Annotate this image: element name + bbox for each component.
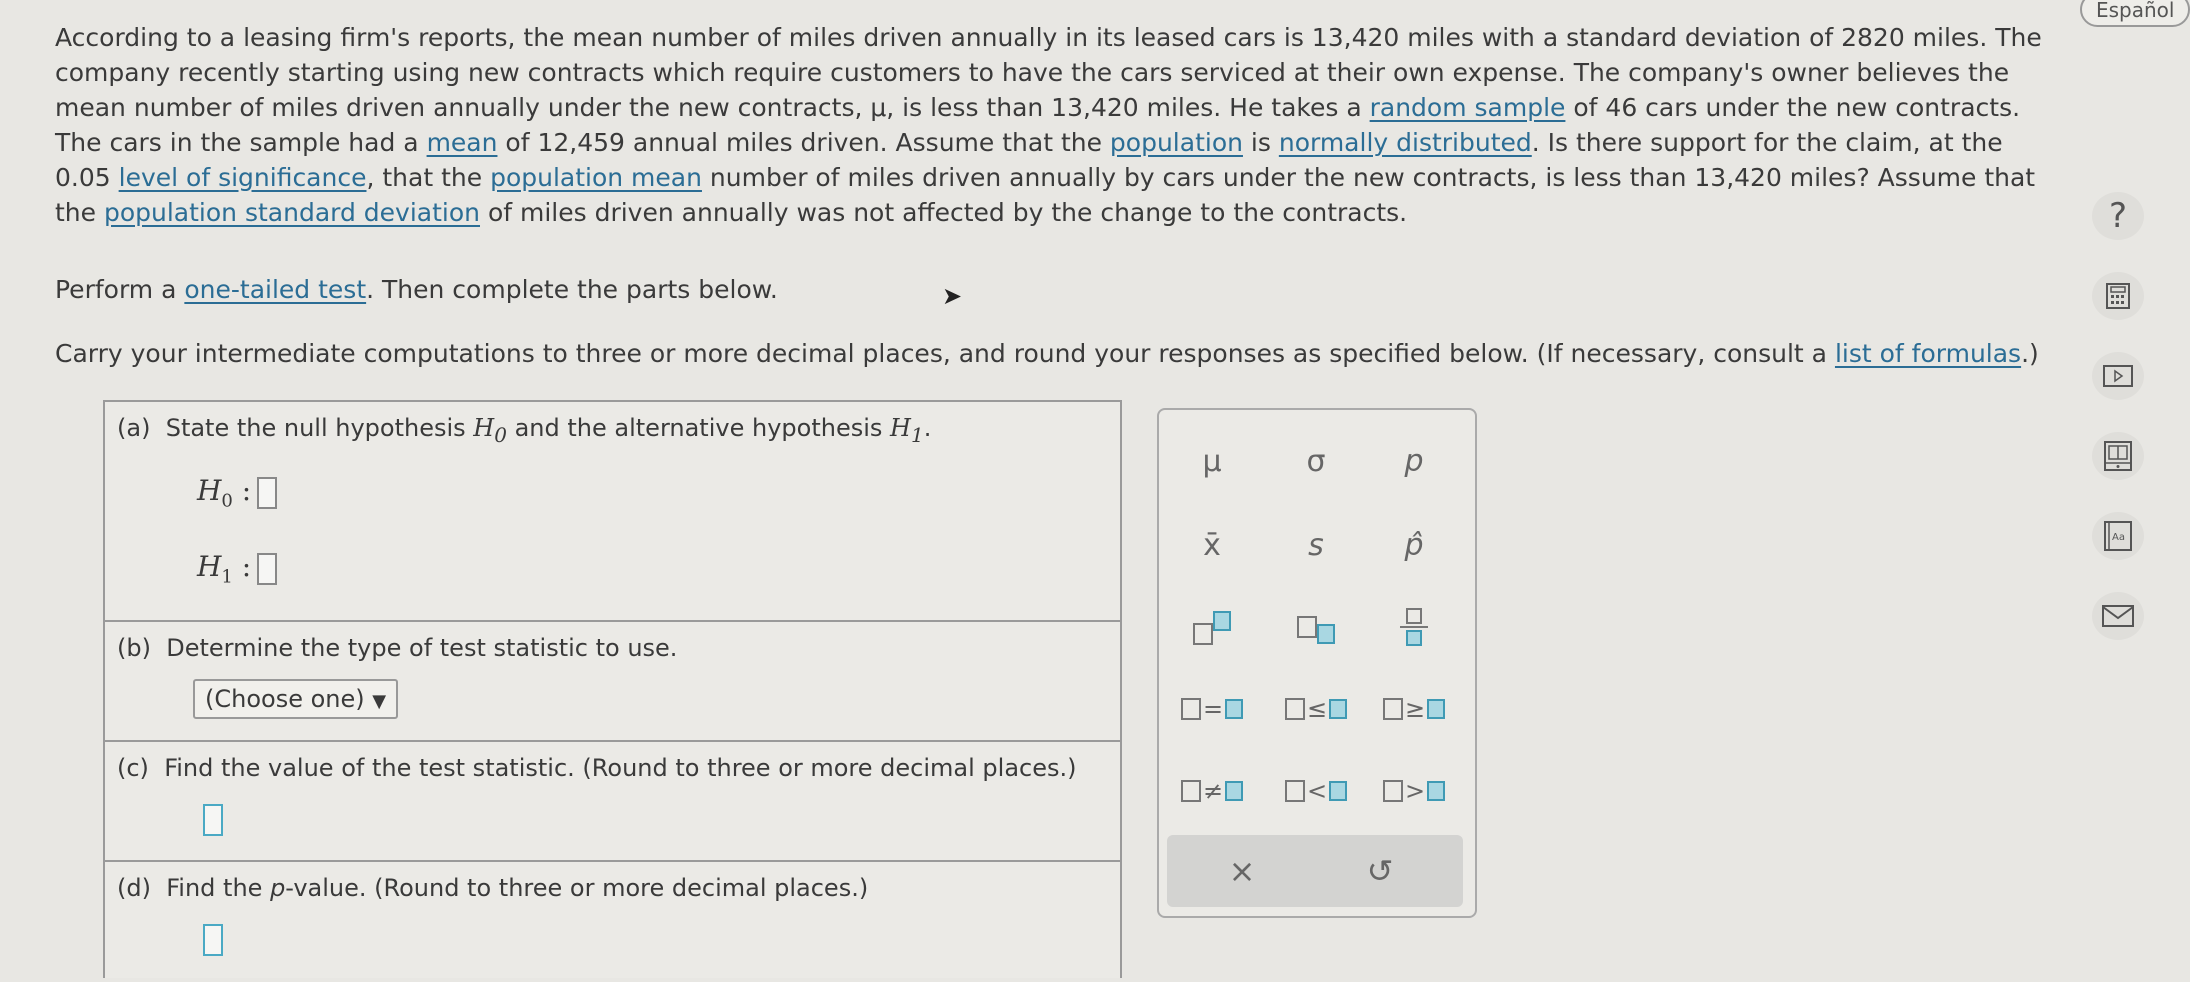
p-button[interactable]: p: [1404, 443, 1424, 479]
equals-button[interactable]: =: [1167, 684, 1257, 734]
video-icon[interactable]: [2092, 352, 2144, 400]
superscript-button[interactable]: [1167, 602, 1257, 652]
problem-text: is: [1242, 128, 1279, 157]
test-statistic-dropdown[interactable]: (Choose one) ▼: [193, 679, 398, 719]
instructions-rounding: [55, 336, 2045, 371]
list-of-formulas-link[interactable]: list of formulas: [1834, 339, 2022, 368]
h1-answer-input[interactable]: [257, 553, 277, 585]
part-c: [105, 742, 1120, 862]
greater-than-button[interactable]: >: [1369, 766, 1459, 816]
calculator-icon[interactable]: [2092, 272, 2144, 320]
not-equal-button[interactable]: ≠: [1167, 766, 1257, 816]
mu-button[interactable]: μ: [1202, 443, 1222, 479]
problem-text: According to a leasing firm's reports, the mean number of miles driven annually in its leased cars is 13,420 miles with a standard deviation of 2820 miles. The company recently starting using new contracts which require customers to have the cars serviced at their own expense. The company's owner believes the mean number of miles driven annually under the new contracts, μ, is less than 13,420 miles. He takes a: [55, 23, 2042, 122]
problem-text: , that the: [366, 163, 491, 192]
level-of-significance-link[interactable]: level of significance: [118, 163, 367, 192]
problem-text: .): [2021, 339, 2039, 368]
x-bar-button[interactable]: x̄: [1203, 527, 1221, 563]
problem-text: Perform a: [55, 275, 185, 304]
sigma-button[interactable]: σ: [1306, 443, 1326, 479]
one-tailed-test-link[interactable]: one-tailed test: [184, 275, 367, 304]
textbook-icon[interactable]: [2092, 432, 2144, 480]
question-parts: [103, 400, 1122, 978]
undo-icon[interactable]: ↺: [1366, 852, 1394, 890]
random-sample-link[interactable]: random sample: [1369, 93, 1566, 122]
greater-equal-button[interactable]: ≥: [1369, 684, 1459, 734]
problem-text: of 12,459 annual miles driven. Assume that the: [497, 128, 1110, 157]
help-icon[interactable]: ?: [2092, 192, 2144, 240]
language-toggle-button[interactable]: Español: [2080, 0, 2190, 27]
population-mean-link[interactable]: population mean: [490, 163, 702, 192]
part-label: (c): [117, 754, 149, 782]
s-button[interactable]: s: [1308, 527, 1324, 563]
problem-text: Carry your intermediate computations to three or more decimal places, and round your responses as specified below. (If necessary, consult a: [55, 339, 1835, 368]
part-c-prompt: Find the value of the test statistic. (Round to three or more decimal places.): [164, 754, 1077, 782]
part-label: (d): [117, 874, 151, 902]
instructions-test: [55, 272, 2045, 307]
null-hypothesis-row: $H_0$ :: [197, 474, 277, 512]
alt-hypothesis-row: $H_1$ :: [197, 550, 277, 588]
normally-distributed-link[interactable]: normally distributed: [1278, 128, 1532, 157]
population-standard-deviation-link[interactable]: population standard deviation: [103, 198, 480, 227]
problem-text: . Is there support for the claim, at the 0.05: [55, 128, 2003, 192]
test-statistic-input[interactable]: [203, 804, 223, 836]
palette-footer: [1167, 835, 1463, 907]
mouse-cursor-icon: ➤: [942, 282, 963, 310]
part-label: (b): [117, 634, 151, 662]
dropdown-arrow-icon: ▼: [372, 691, 387, 712]
part-d-prompt: Find the p-value. (Round to three or more decimal places.): [166, 874, 869, 902]
less-equal-button[interactable]: ≤: [1271, 684, 1361, 734]
less-than-button[interactable]: <: [1271, 766, 1361, 816]
part-b-prompt: Determine the type of test statistic to use.: [166, 634, 678, 662]
problem-statement: [55, 20, 2045, 230]
mean-link[interactable]: mean: [426, 128, 498, 157]
glossary-icon[interactable]: [2092, 512, 2144, 560]
p-hat-button[interactable]: p̂: [1404, 527, 1424, 563]
h0-answer-input[interactable]: [257, 477, 277, 509]
population-link[interactable]: population: [1109, 128, 1243, 157]
p-value-input[interactable]: [203, 924, 223, 956]
part-d: [105, 862, 1120, 982]
math-palette: [1157, 408, 1477, 918]
fraction-button[interactable]: [1369, 602, 1459, 652]
part-label: (a): [117, 414, 151, 442]
message-icon[interactable]: [2092, 592, 2144, 640]
svg-text:Aa: Aa: [2112, 532, 2125, 543]
problem-text: . Then complete the parts below.: [366, 275, 778, 304]
part-a-prompt: State the null hypothesis $H_0$ and the alternative hypothesis $H_1$.: [165, 414, 932, 447]
problem-text: of miles driven annually was not affected by the change to the contracts.: [480, 198, 1408, 227]
part-b: [105, 622, 1120, 742]
subscript-button[interactable]: [1271, 602, 1361, 652]
problem-text: of 46 cars under the new contracts. The cars in the sample had a: [55, 93, 2021, 157]
clear-icon[interactable]: ×: [1228, 852, 1256, 890]
problem-text: number of miles driven annually by cars under the new contracts, is less than 13,420 miles? Assume that the: [55, 163, 2036, 227]
part-a: [105, 402, 1120, 622]
